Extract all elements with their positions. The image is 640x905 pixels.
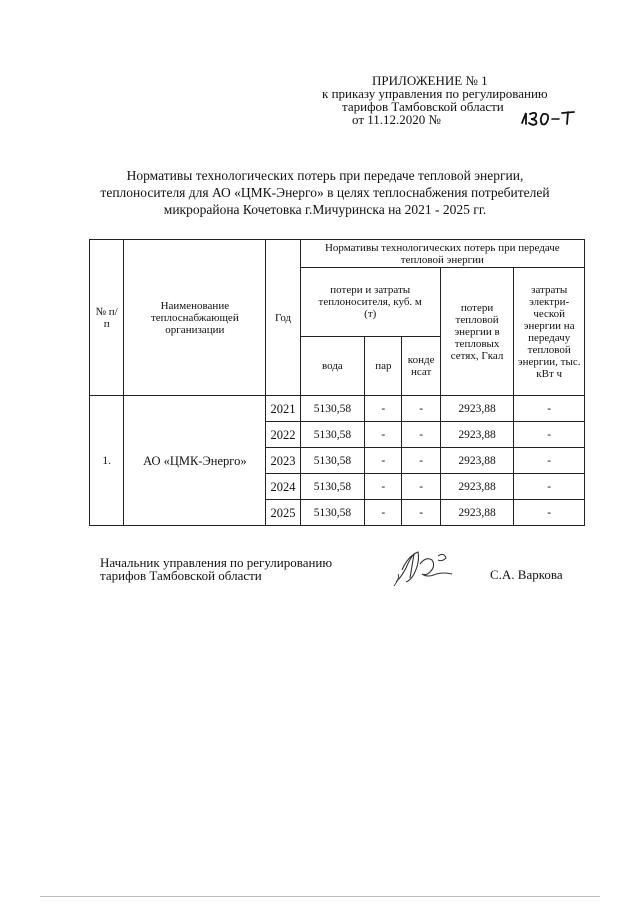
cell-year: 2023 <box>266 448 300 474</box>
cell-steam: - <box>365 422 402 448</box>
header-row-number: № п/п <box>90 240 124 396</box>
header-norms-group: Нормативы технологических потерь при передаче тепловой энергии <box>300 240 584 268</box>
title-line-3: микрорайона Кочетовка г.Мичуринска на 2021 - 2025 гг. <box>163 202 487 217</box>
signatory-position-line-2: тарифов Тамбовской области <box>100 568 262 583</box>
cell-heat-loss: 2923,88 <box>440 500 514 526</box>
cell-condensate: - <box>402 500 440 526</box>
annex-title: ПРИЛОЖЕНИЕ № 1 <box>372 73 488 88</box>
document-title <box>70 167 580 218</box>
cell-heat-loss: 2923,88 <box>440 396 514 422</box>
row-number: 1. <box>90 396 124 526</box>
cell-water: 5130,58 <box>300 448 365 474</box>
cell-condensate: - <box>402 448 440 474</box>
cell-steam: - <box>365 396 402 422</box>
cell-electricity: - <box>514 448 585 474</box>
cell-steam: - <box>365 474 402 500</box>
header-steam: пар <box>365 337 402 396</box>
cell-steam: - <box>365 448 402 474</box>
cell-steam: - <box>365 500 402 526</box>
header-heat-loss: потери тепловой энергии в тепловых сетях, Гкал <box>440 268 514 396</box>
annex-authority: тарифов Тамбовской области <box>342 99 504 114</box>
cell-electricity: - <box>514 500 585 526</box>
header-organization: Наименование теплоснабжающей организации <box>124 240 266 396</box>
scan-edge-line <box>40 896 600 897</box>
cell-heat-loss: 2923,88 <box>440 422 514 448</box>
annex-order-reference: к приказу управления по регулированию <box>322 86 548 101</box>
cell-condensate: - <box>402 422 440 448</box>
title-line-1: Нормативы технологических потерь при передаче тепловой энергии, <box>126 168 524 183</box>
header-year: Год <box>266 240 300 396</box>
cell-water: 5130,58 <box>300 500 365 526</box>
organization-name: АО «ЦМК-Энерго» <box>124 396 266 526</box>
cell-year: 2024 <box>266 474 300 500</box>
cell-heat-loss: 2923,88 <box>440 474 514 500</box>
header-carrier-losses: потери и затраты теплоносителя, куб. м (т) <box>300 268 440 337</box>
signatory-position-line-1: Начальник управления по регулированию <box>100 555 333 570</box>
cell-electricity: - <box>514 396 585 422</box>
signatory-name: С.А. Варкова <box>490 567 563 582</box>
cell-year: 2025 <box>266 500 300 526</box>
header-water: вода <box>300 337 365 396</box>
cell-year: 2022 <box>266 422 300 448</box>
cell-electricity: - <box>514 474 585 500</box>
handwritten-order-number <box>520 109 578 127</box>
handwritten-signature <box>392 548 462 588</box>
cell-year: 2021 <box>266 396 300 422</box>
annex-date-line <box>352 113 600 126</box>
cell-heat-loss: 2923,88 <box>440 448 514 474</box>
title-line-2: теплоносителя для АО «ЦМК-Энерго» в целях теплоснабжения потребителей <box>100 185 550 200</box>
cell-electricity: - <box>514 422 585 448</box>
cell-water: 5130,58 <box>300 474 365 500</box>
signatory-position <box>100 556 332 582</box>
cell-water: 5130,58 <box>300 396 365 422</box>
annex-header <box>300 74 600 126</box>
annex-date: от 11.12.2020 № <box>352 112 441 127</box>
cell-condensate: - <box>402 396 440 422</box>
norms-table <box>89 239 585 526</box>
header-electricity: затраты электри-ческой энергии на передачу тепловой энергии, тыс. кВт ч <box>514 268 585 396</box>
header-condensate: конде нсат <box>402 337 440 396</box>
cell-condensate: - <box>402 474 440 500</box>
table-row <box>90 396 585 422</box>
cell-water: 5130,58 <box>300 422 365 448</box>
